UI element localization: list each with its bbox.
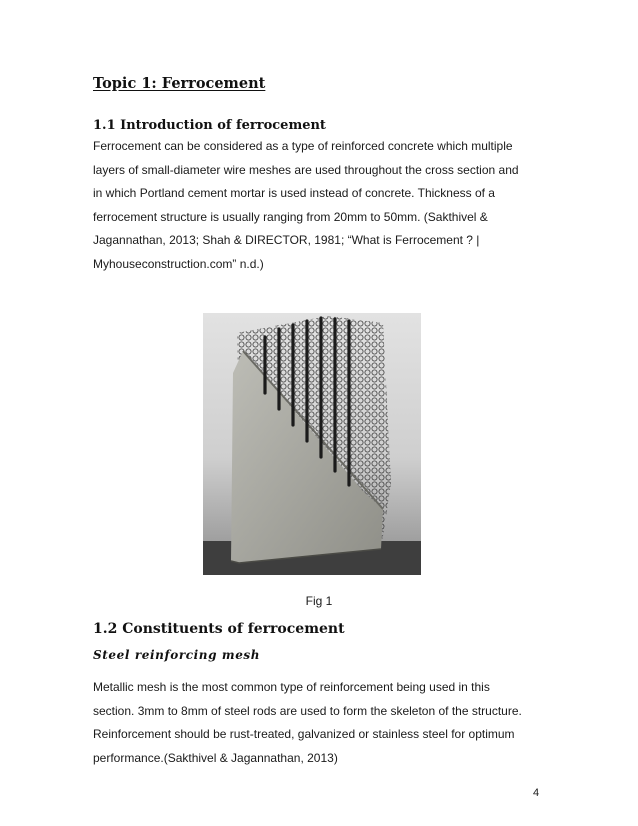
intro-line: Jagannathan, 2013; Shah & DIRECTOR, 1981; “What is Ferrocement ? | xyxy=(93,233,480,247)
constituents-heading: 1.2 Constituents of ferrocement xyxy=(93,621,345,637)
intro-line: ferrocement structure is usually ranging from 20mm to 50mm. (Sakthivel & xyxy=(93,209,488,224)
topic-heading: Topic 1: Ferrocement xyxy=(93,75,266,92)
intro-line: Myhouseconstruction.com” n.d.) xyxy=(93,256,264,271)
steel-mesh-subheading: Steel reinforcing mesh xyxy=(93,648,261,662)
intro-line: Ferrocement can be considered as a type of reinforced concrete which multiple xyxy=(93,139,513,153)
ferrocement-photo xyxy=(203,313,421,575)
constituents-line: performance.(Sakthivel & Jagannathan, 2013) xyxy=(93,750,338,765)
constituents-line: section. 3mm to 8mm of steel rods are used to form the skeleton of the structure. xyxy=(93,703,522,718)
constituents-line: Reinforcement should be rust-treated, galvanized or stainless steel for optimum xyxy=(93,727,515,741)
page-number: 4 xyxy=(533,787,540,799)
constituents-paragraph xyxy=(93,676,548,770)
figure-caption: Fig 1 xyxy=(305,594,333,608)
intro-line: layers of small-diameter wire meshes are used throughout the cross section and xyxy=(93,162,519,177)
intro-heading: 1.1 Introduction of ferrocement xyxy=(93,118,326,133)
constituents-line: Metallic mesh is the most common type of reinforcement being used in this xyxy=(93,680,490,694)
intro-line: in which Portland cement mortar is used instead of concrete. Thickness of a xyxy=(93,186,495,200)
intro-paragraph xyxy=(93,135,548,276)
